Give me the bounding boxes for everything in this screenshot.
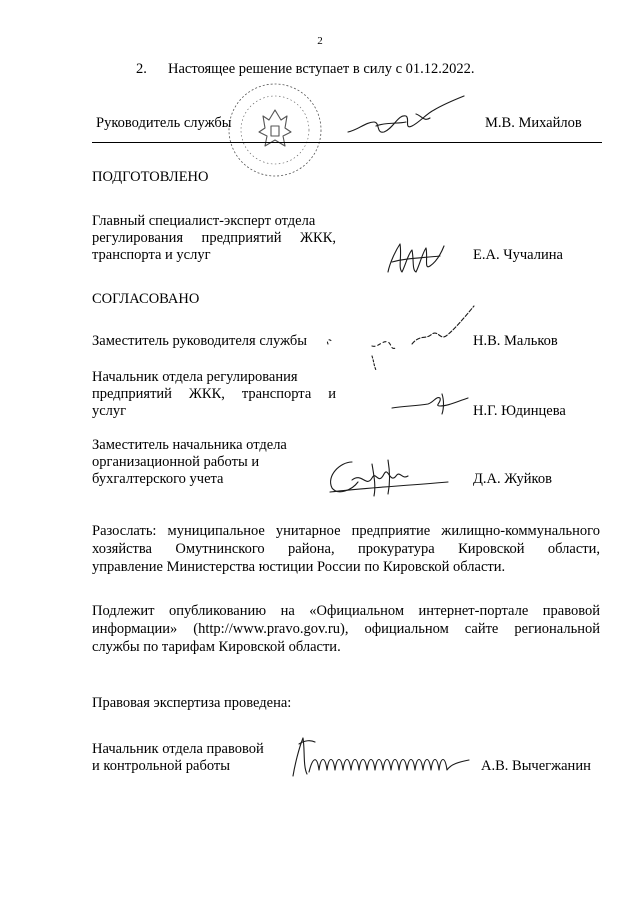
agreed-signer-3-name: Д.А. Жуйков	[473, 471, 552, 487]
item-number: 2.	[136, 61, 147, 77]
distribution-line-3: управление Министерства юстиции России по Кировской области.	[92, 559, 506, 575]
header-divider	[92, 142, 602, 143]
agreed-signer-1-name: Н.В. Мальков	[473, 333, 558, 349]
legal-review-signature	[287, 734, 472, 780]
agreed-signer-3-position-line-1: Заместитель начальника отдела	[92, 437, 287, 453]
legal-review-note: Правовая экспертиза проведена:	[92, 695, 292, 711]
prepared-position-line-3: транспорта и услуг	[92, 247, 211, 263]
agreed-signer-2-signature	[390, 392, 470, 418]
agreed-heading: СОГЛАСОВАНО	[92, 291, 200, 307]
head-position: Руководитель службы	[96, 115, 232, 131]
head-signature	[346, 92, 466, 142]
prepared-signature	[382, 236, 452, 280]
head-name: М.В. Михайлов	[485, 115, 582, 131]
agreed-signer-1-position: Заместитель руководителя службы	[92, 333, 308, 349]
prepared-name: Е.А. Чучалина	[473, 247, 563, 263]
legal-review-position-line-1: Начальник отдела правовой	[92, 741, 264, 757]
agreed-signer-3-signature	[322, 452, 452, 498]
distribution-line-2: хозяйства Омутнинского района, прокуратура Кировской области,	[92, 541, 600, 557]
agreed-signer-2-position-line-1: Начальник отдела регулирования	[92, 369, 298, 385]
legal-review-position-line-2: и контрольной работы	[92, 758, 230, 774]
agreed-signer-2-name: Н.Г. Юдинцева	[473, 403, 566, 419]
page-number: 2	[317, 35, 323, 47]
publication-line-2: информации» (http://www.pravo.gov.ru), официальном сайте региональной	[92, 621, 600, 637]
prepared-position-line-2: регулирования предприятий ЖКК,	[92, 230, 336, 246]
distribution-line-1: Разослать: муниципальное унитарное предприятие жилищно-коммунального	[92, 523, 600, 539]
agreed-signer-1-signature	[322, 304, 482, 364]
official-seal-stamp	[225, 80, 325, 180]
prepared-heading: ПОДГОТОВЛЕНО	[92, 169, 209, 185]
prepared-position-line-1: Главный специалист-эксперт отдела	[92, 213, 316, 229]
agreed-signer-3-position-line-3: бухгалтерского учета	[92, 471, 224, 487]
agreed-signer-3-position-line-2: организационной работы и	[92, 454, 260, 470]
agreed-signer-2-position-line-3: услуг	[92, 403, 127, 419]
publication-line-3: службы по тарифам Кировской области.	[92, 639, 341, 655]
publication-line-1: Подлежит опубликованию на «Официальном интернет-портале правовой	[92, 603, 600, 619]
agreed-signer-2-position-line-2: предприятий ЖКК, транспорта и	[92, 386, 336, 402]
item-text: Настоящее решение вступает в силу с 01.12.2022.	[168, 61, 475, 77]
legal-review-name: А.В. Вычегжанин	[481, 758, 591, 774]
